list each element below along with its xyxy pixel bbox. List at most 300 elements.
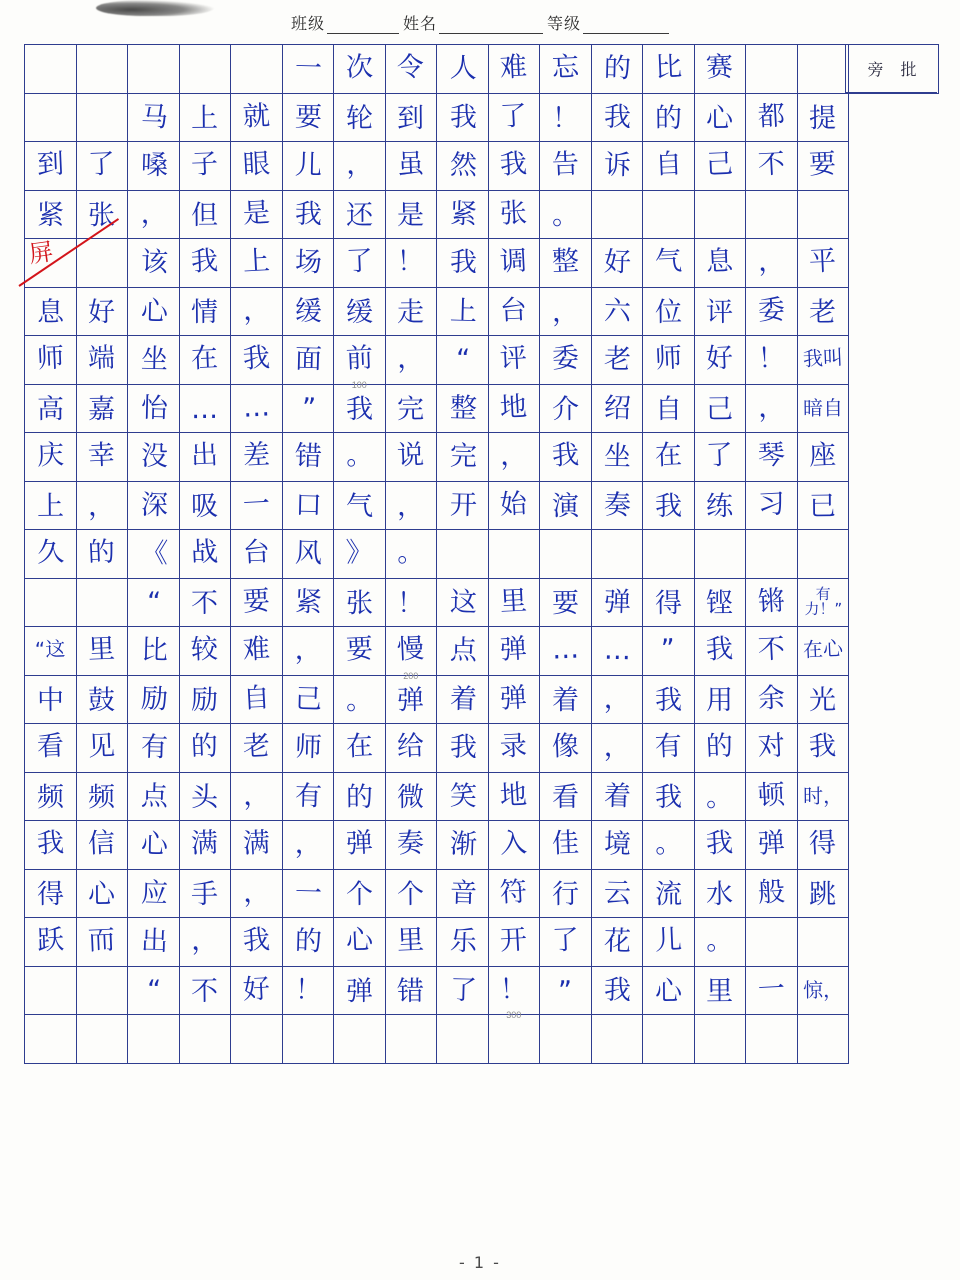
grid-cell [591, 578, 643, 627]
handwritten-character: ， [603, 683, 632, 716]
handwritten-character: “ [146, 586, 162, 618]
handwritten-character: 到 [36, 148, 65, 181]
handwritten-character: ， [294, 828, 323, 861]
handwritten-character: 对 [756, 730, 786, 763]
grid-cell [591, 287, 643, 336]
handwritten-character: 老 [603, 343, 632, 376]
grid-cell [128, 724, 180, 773]
handwritten-character: 在 [654, 439, 683, 472]
handwritten-character: 的 [345, 781, 373, 813]
handwritten-character: 水 [706, 878, 734, 910]
handwritten-character: 的 [190, 730, 219, 763]
grid-cell [797, 578, 849, 627]
handwritten-character: 缓 [345, 296, 373, 328]
handwritten-character: 老 [809, 296, 837, 328]
handwritten-character: 在 [345, 730, 374, 763]
header-field-name [403, 11, 543, 34]
grid-cell [540, 724, 592, 773]
grid-cell [694, 93, 746, 142]
handwritten-character: 我 [345, 393, 373, 425]
grid-cell [694, 724, 746, 773]
header-label-class: 班级 [290, 14, 325, 33]
handwritten-character: ！ [756, 342, 786, 375]
handwritten-character: 上 [241, 245, 271, 278]
grid-cell [540, 772, 592, 821]
grid-cell [385, 966, 437, 1015]
grid-cell [591, 239, 643, 288]
grid-cell [128, 384, 180, 433]
handwritten-character: 错 [397, 975, 425, 1007]
handwritten-character: “ [455, 344, 471, 376]
grid-cell [385, 142, 437, 191]
handwritten-character: 时， [802, 784, 843, 809]
handwritten-character: 我 [705, 827, 734, 860]
handwritten-character: “这 [34, 636, 66, 662]
grid-cell [797, 869, 849, 918]
grid-cell [282, 869, 334, 918]
grid-cell [694, 966, 746, 1015]
grid-cell [797, 627, 849, 676]
handwritten-character: 上 [449, 295, 478, 328]
grid-cell [797, 93, 849, 142]
handwritten-character: 。 [705, 924, 734, 957]
grid-cell [334, 384, 386, 433]
grid-cell [540, 481, 592, 530]
grid-cell [488, 627, 540, 676]
handwritten-character: 在心 [802, 635, 844, 662]
handwritten-character: 要 [808, 148, 837, 181]
grid-cell [179, 336, 231, 385]
handwritten-character: 心 [654, 975, 682, 1007]
grid-row [25, 336, 849, 385]
grid-cell [746, 869, 798, 918]
handwritten-character: 紧 [36, 199, 64, 231]
handwritten-character: 的 [87, 536, 116, 569]
handwritten-character: 师 [654, 342, 683, 375]
handwritten-character: 幸 [87, 439, 116, 472]
handwritten-character: 是 [241, 197, 271, 230]
grid-cell [25, 869, 77, 918]
grid-cell [540, 287, 592, 336]
handwritten-character: 我 [551, 439, 580, 472]
grid-cell [282, 772, 334, 821]
handwritten-character: 得 [654, 587, 682, 619]
handwritten-character: 个 [345, 878, 373, 910]
handwritten-character: 满 [241, 827, 271, 860]
grid-cell [437, 578, 489, 627]
grid-cell [591, 966, 643, 1015]
grid-cell [25, 918, 77, 967]
grid-cell [231, 190, 283, 239]
handwritten-character: 师 [294, 731, 323, 764]
handwritten-character: 六 [603, 295, 632, 328]
grid-cell [128, 966, 180, 1015]
handwritten-character: 用 [706, 684, 734, 716]
grid-cell [76, 384, 128, 433]
grid-cell [437, 869, 489, 918]
handwritten-character: 。 [654, 827, 683, 860]
grid-cell [540, 530, 592, 579]
grid-cell [25, 93, 77, 142]
grid-cell [385, 1015, 437, 1064]
grid-cell [334, 190, 386, 239]
grid-cell [797, 918, 849, 967]
handwritten-character: 像 [551, 730, 580, 763]
handwritten-character: 完 [449, 440, 478, 473]
grid-cell [128, 627, 180, 676]
grid-cell [128, 336, 180, 385]
grid-cell [746, 239, 798, 288]
grid-cell [437, 966, 489, 1015]
grid-cell [231, 918, 283, 967]
grid-cell [76, 530, 128, 579]
grid-cell [540, 45, 592, 94]
grid-cell [694, 142, 746, 191]
grid-cell [334, 918, 386, 967]
grid-cell [231, 93, 283, 142]
handwritten-character: 奏 [396, 827, 425, 860]
handwritten-character: 着 [449, 683, 478, 716]
handwritten-character: ， [241, 779, 271, 812]
handwritten-character: 差 [241, 439, 271, 472]
grid-cell [643, 821, 695, 870]
handwritten-character: 余 [756, 682, 786, 715]
grid-cell [746, 336, 798, 385]
handwritten-character: 。 [396, 536, 425, 569]
grid-cell [282, 821, 334, 870]
handwritten-character: 弹 [397, 684, 425, 716]
handwritten-character: 一 [756, 973, 786, 1006]
grid-cell [797, 530, 849, 579]
handwritten-character: 委 [756, 294, 786, 327]
grid-cell [334, 142, 386, 191]
handwritten-character: 怡 [140, 392, 169, 425]
handwritten-character: 了 [449, 974, 478, 1007]
grid-cell [282, 918, 334, 967]
grid-cell [128, 239, 180, 288]
handwritten-character: 走 [397, 296, 425, 328]
grid-cell [179, 384, 231, 433]
grid-cell [282, 142, 334, 191]
grid-cell [797, 433, 849, 482]
handwritten-character: 位 [654, 296, 682, 328]
handwritten-character: 上 [36, 490, 64, 522]
handwritten-character: 轮 [345, 102, 373, 134]
handwritten-character: 吸 [191, 490, 219, 522]
handwritten-character: 奏 [603, 489, 632, 522]
grid-cell [231, 724, 283, 773]
grid-cell [334, 481, 386, 530]
grid-cell [437, 239, 489, 288]
grid-cell [282, 239, 334, 288]
grid-cell [694, 578, 746, 627]
grid-cell [25, 966, 77, 1015]
grid-cell [334, 45, 386, 94]
handwritten-character: ！ [499, 973, 528, 1006]
grid-cell [76, 45, 128, 94]
grid-cell [179, 287, 231, 336]
grid-cell [540, 627, 592, 676]
handwritten-character: ， [345, 148, 374, 181]
grid-cell [797, 336, 849, 385]
handwritten-character: 行 [551, 878, 579, 910]
grid-cell [282, 578, 334, 627]
grid-cell [694, 336, 746, 385]
grid-cell [488, 287, 540, 336]
handwritten-character: 不 [191, 587, 219, 619]
grid-cell [746, 1015, 798, 1064]
grid-cell [591, 675, 643, 724]
grid-cell [231, 1015, 283, 1064]
handwritten-character: 着 [603, 780, 632, 813]
handwritten-character: 虽 [396, 148, 425, 181]
grid-cell [591, 93, 643, 142]
grid-cell [694, 869, 746, 918]
grid-cell [334, 966, 386, 1015]
handwritten-character: 提 [809, 102, 837, 134]
handwritten-character: 就 [241, 100, 271, 133]
grid-cell [797, 481, 849, 530]
handwritten-character: 我 [654, 781, 682, 813]
handwritten-character: ， [551, 296, 579, 328]
handwritten-character: 练 [706, 490, 734, 522]
handwritten-character: … [603, 634, 632, 667]
handwritten-character: ” [301, 392, 317, 424]
handwritten-character: 出 [140, 925, 169, 958]
handwritten-character: 然 [449, 149, 478, 182]
handwritten-character: 委 [551, 342, 580, 375]
grid-cell [128, 45, 180, 94]
grid-cell [437, 287, 489, 336]
handwritten-character: 人 [449, 52, 478, 85]
handwritten-character: 自 [654, 393, 682, 425]
handwritten-character: ！ [551, 102, 579, 134]
grid-cell [643, 93, 695, 142]
grid-cell [282, 384, 334, 433]
grid-cell [179, 966, 231, 1015]
grid-cell [25, 675, 77, 724]
grid-cell [385, 772, 437, 821]
grid-cell [437, 190, 489, 239]
grid-cell [25, 530, 77, 579]
grid-cell [25, 142, 77, 191]
handwritten-character: 励 [191, 684, 219, 716]
pencil-word-count: 300 [506, 1010, 522, 1020]
handwritten-character: 没 [140, 440, 169, 473]
handwritten-character: 不 [756, 148, 786, 181]
handwritten-character: 师 [36, 342, 65, 375]
handwritten-character: 里 [87, 633, 116, 666]
grid-cell [437, 627, 489, 676]
handwritten-character: 告 [551, 148, 580, 181]
handwritten-character: 整 [551, 245, 580, 278]
grid-cell [540, 142, 592, 191]
grid-cell [797, 772, 849, 821]
handwritten-character: 评 [706, 296, 734, 328]
handwritten-character: 好 [705, 342, 734, 375]
handwritten-character: 我 [654, 684, 682, 716]
handwritten-character: 难 [241, 633, 271, 666]
grid-cell [591, 142, 643, 191]
handwritten-character: 开 [449, 489, 478, 522]
grid-cell [76, 142, 128, 191]
handwritten-character: 琴 [756, 439, 786, 472]
handwritten-character: 了 [499, 100, 528, 133]
handwritten-character: 惊， [802, 978, 843, 1003]
grid-cell [643, 190, 695, 239]
page-number: - 1 - [459, 1253, 501, 1272]
handwritten-character: 我 [449, 731, 478, 764]
grid-row [25, 530, 849, 579]
grid-cell [591, 433, 643, 482]
grid-cell [488, 384, 540, 433]
grid-cell [385, 190, 437, 239]
handwritten-character: 这 [449, 586, 478, 619]
handwritten-character: ， [756, 245, 786, 278]
handwritten-character: 座 [808, 439, 837, 472]
handwritten-character: 》 [345, 536, 374, 569]
handwritten-character: 紧 [449, 198, 478, 231]
grid-cell [643, 45, 695, 94]
grid-cell [643, 384, 695, 433]
grid-cell [540, 918, 592, 967]
handwritten-character: 给 [396, 730, 425, 763]
handwritten-character: ， [499, 439, 528, 472]
grid-cell [488, 918, 540, 967]
handwritten-character: 息 [36, 296, 64, 328]
grid-cell [334, 530, 386, 579]
header-blank-grade [583, 18, 669, 34]
grid-cell [437, 433, 489, 482]
grid-cell [591, 1015, 643, 1064]
grid-table [24, 44, 849, 1064]
handwritten-character: 情 [191, 296, 219, 328]
grid-cell [591, 190, 643, 239]
grid-cell [437, 724, 489, 773]
handwritten-character: 的 [654, 102, 682, 134]
grid-cell [694, 821, 746, 870]
handwritten-character: 顿 [756, 779, 786, 812]
grid-cell [231, 287, 283, 336]
grid-cell [746, 724, 798, 773]
grid-cell [694, 481, 746, 530]
ink-smudge [96, 0, 214, 16]
handwritten-character: 励 [140, 683, 169, 716]
handwritten-character: 应 [140, 877, 169, 910]
handwritten-character: 锵 [756, 585, 786, 618]
grid-cell [25, 627, 77, 676]
handwritten-character: 了 [705, 439, 734, 472]
grid-cell [591, 384, 643, 433]
grid-cell [179, 433, 231, 482]
grid-cell [334, 772, 386, 821]
grid-cell [797, 966, 849, 1015]
handwritten-character: 张 [345, 587, 373, 619]
handwritten-character: 始 [499, 488, 528, 521]
grid-cell [540, 821, 592, 870]
handwritten-character: 己 [705, 148, 734, 181]
grid-cell [128, 772, 180, 821]
handwritten-character: 有 [654, 730, 683, 763]
grid-cell [179, 45, 231, 94]
handwritten-character: 嘉 [88, 393, 116, 425]
handwritten-character: 已 [809, 490, 837, 522]
grid-cell [488, 433, 540, 482]
grid-row [25, 142, 849, 191]
grid-cell [643, 627, 695, 676]
grid-cell [334, 869, 386, 918]
handwritten-character: 还 [345, 199, 373, 231]
handwritten-character: 佳 [551, 827, 580, 860]
grid-cell [797, 821, 849, 870]
grid-cell [25, 190, 77, 239]
handwritten-character: 点 [449, 634, 478, 667]
grid-cell [385, 45, 437, 94]
grid-row [25, 578, 849, 627]
grid-cell [488, 93, 540, 142]
grid-cell [694, 384, 746, 433]
grid-cell [643, 724, 695, 773]
grid-cell [746, 433, 798, 482]
grid-cell [488, 772, 540, 821]
grid-cell [797, 287, 849, 336]
grid-cell [746, 287, 798, 336]
grid-cell [488, 675, 540, 724]
grid-cell [437, 821, 489, 870]
handwritten-character: 习 [756, 488, 786, 521]
handwritten-character: 见 [87, 730, 116, 763]
handwritten-character: 马 [140, 101, 169, 134]
handwritten-character: ， [756, 391, 786, 424]
grid-cell [334, 1015, 386, 1064]
handwritten-character: 境 [603, 828, 632, 861]
grid-cell [385, 433, 437, 482]
handwritten-character: 完 [397, 393, 425, 425]
grid-cell [643, 918, 695, 967]
handwritten-character: 错 [294, 440, 323, 473]
grid-cell [797, 239, 849, 288]
handwritten-character: 里 [396, 924, 425, 957]
handwritten-character: 是 [397, 199, 425, 231]
grid-cell [746, 45, 798, 94]
handwritten-character: ， [397, 490, 425, 522]
handwritten-character: ， [190, 924, 219, 957]
grid-cell [179, 772, 231, 821]
margin-comment-divider [845, 92, 937, 94]
handwritten-character: 老 [241, 730, 271, 763]
grid-cell [746, 481, 798, 530]
handwritten-character: 满 [190, 827, 219, 860]
grid-row [25, 869, 849, 918]
grid-cell [231, 530, 283, 579]
grid-row [25, 1015, 849, 1064]
handwritten-character: ！ [397, 587, 425, 619]
handwritten-character: 头 [191, 781, 219, 813]
handwritten-character: ， [603, 731, 632, 764]
handwritten-character: 好 [88, 296, 116, 328]
handwritten-character: ， [241, 876, 271, 909]
handwritten-character: 得 [36, 878, 64, 910]
grid-cell [797, 190, 849, 239]
handwritten-character: 子 [190, 148, 219, 181]
grid-cell [437, 918, 489, 967]
handwritten-character: 。 [345, 684, 373, 716]
header-field-grade [547, 11, 669, 34]
handwritten-character: 坐 [140, 343, 169, 376]
grid-cell [643, 675, 695, 724]
grid-cell [797, 675, 849, 724]
grid-cell [488, 142, 540, 191]
